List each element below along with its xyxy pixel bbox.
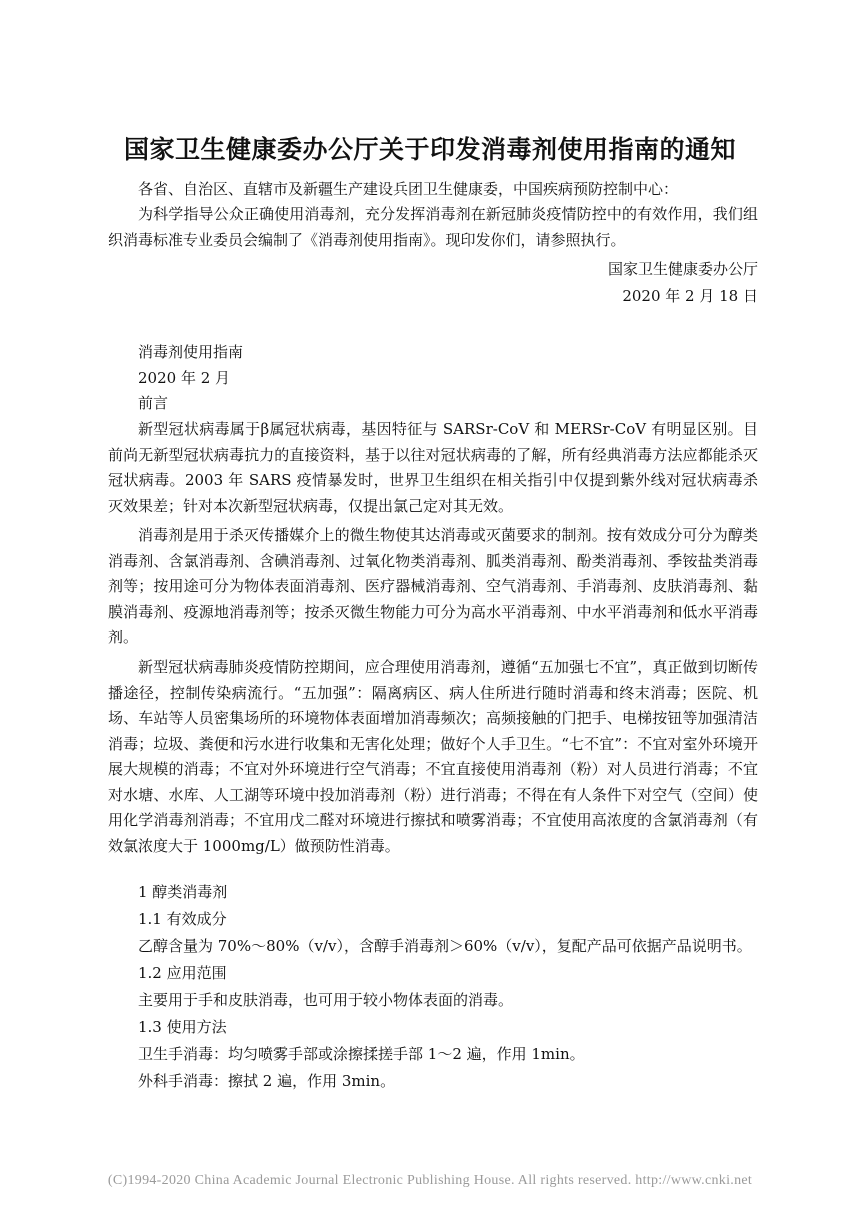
preface-block-3 xyxy=(108,655,758,859)
notice-title: 国家卫生健康委办公厅关于印发消毒剂使用指南的通知 xyxy=(123,135,736,164)
preface-block-2 xyxy=(108,523,758,651)
notice-date: 2020 年 2 月 18 日 xyxy=(622,287,758,305)
section1-1-text: 乙醇含量为 70%～80%（v/v），含醇手消毒剂＞60%（v/v），复配产品可依据产品说明书。 xyxy=(138,937,752,955)
section1-3-line-2: 外科手消毒：擦拭 2 遍，作用 3min。 xyxy=(138,1072,396,1090)
section1-2-heading: 1.2 应用范围 xyxy=(138,964,227,982)
guide-title: 消毒剂使用指南 xyxy=(138,343,244,361)
preface-paragraph-2: 消毒剂是用于杀灭传播媒介上的微生物使其达消毒或灭菌要求的制剂。按有效成分可分为醇类消毒剂、含氯消毒剂、含碘消毒剂、过氧化物类消毒剂、胍类消毒剂、酚类消毒剂、季铵盐类消毒剂等；按用途可分为物体表面消毒剂、医疗器械消毒剂、空气消毒剂、手消毒剂、皮肤消毒剂、黏膜消毒剂、疫源地消毒剂等；按杀灭微生物能力可分为高水平消毒剂、中水平消毒剂和低水平消毒剂。 xyxy=(108,526,758,646)
preface-block xyxy=(108,417,758,519)
notice-issuer: 国家卫生健康委办公厅 xyxy=(607,260,758,278)
section1-3-heading: 1.3 使用方法 xyxy=(138,1018,227,1036)
notice-body: 为科学指导公众正确使用消毒剂，充分发挥消毒剂在新冠肺炎疫情防控中的有效作用，我们组织消毒标准专业委员会编制了《消毒剂使用指南》。现印发你们，请参照执行。 xyxy=(108,205,758,249)
preface-paragraph-1: 新型冠状病毒属于β属冠状病毒，基因特征与 SARSr-CoV 和 MERSr-CoV 有明显区别。目前尚无新型冠状病毒抗力的直接资料，基于以往对冠状病毒的了解，所有经典消毒方法应都能杀灭冠状病毒。2003 年 SARS 疫情暴发时，世界卫生组织在相关指引中仅提到紫外线对冠状病毒杀灭效果差；针对本次新型冠状病毒，仅提出氯己定对其无效。 xyxy=(108,420,758,515)
section1-1-heading: 1.1 有效成分 xyxy=(138,910,227,928)
copyright-footer: (C)1994-2020 China Academic Journal Electronic Publishing House. All rights reserved. http://www.cnki.net xyxy=(107,1173,753,1188)
section1-heading: 1 醇类消毒剂 xyxy=(138,883,228,901)
section1-3-line-1: 卫生手消毒：均匀喷雾手部或涂擦揉搓手部 1～2 遍，作用 1min。 xyxy=(138,1045,585,1063)
notice-salutation: 各省、自治区、直辖市及新疆生产建设兵团卫生健康委，中国疾病预防控制中心： xyxy=(138,180,679,198)
preface-paragraph-3: 新型冠状病毒肺炎疫情防控期间，应合理使用消毒剂，遵循“五加强七不宜”，真正做到切断传播途径，控制传染病流行。“五加强”：隔离病区、病人住所进行随时消毒和终末消毒；医院、机场、车站等人员密集场所的环境物体表面增加消毒频次；高频接触的门把手、电梯按钮等加强清洁消毒；垃圾、粪便和污水进行收集和无害化处理；做好个人手卫生。“七不宜”：不宜对室外环境开展大规模的消毒；不宜对外环境进行空气消毒；不宜直接使用消毒剂（粉）对人员进行消毒；不宜对水塘、水库、人工湖等环境中投加消毒剂（粉）进行消毒；不得在有人条件下对空气（空间）使用化学消毒剂消毒；不宜用戊二醛对环境进行擦拭和喷雾消毒；不宜使用高浓度的含氯消毒剂（有效氯浓度大于 1000mg/L）做预防性消毒。 xyxy=(108,658,758,855)
guide-date: 2020 年 2 月 xyxy=(138,369,231,387)
preface-heading: 前言 xyxy=(138,394,169,412)
section1-2-text: 主要用于手和皮肤消毒，也可用于较小物体表面的消毒。 xyxy=(138,991,514,1009)
notice-body-block xyxy=(108,202,758,253)
